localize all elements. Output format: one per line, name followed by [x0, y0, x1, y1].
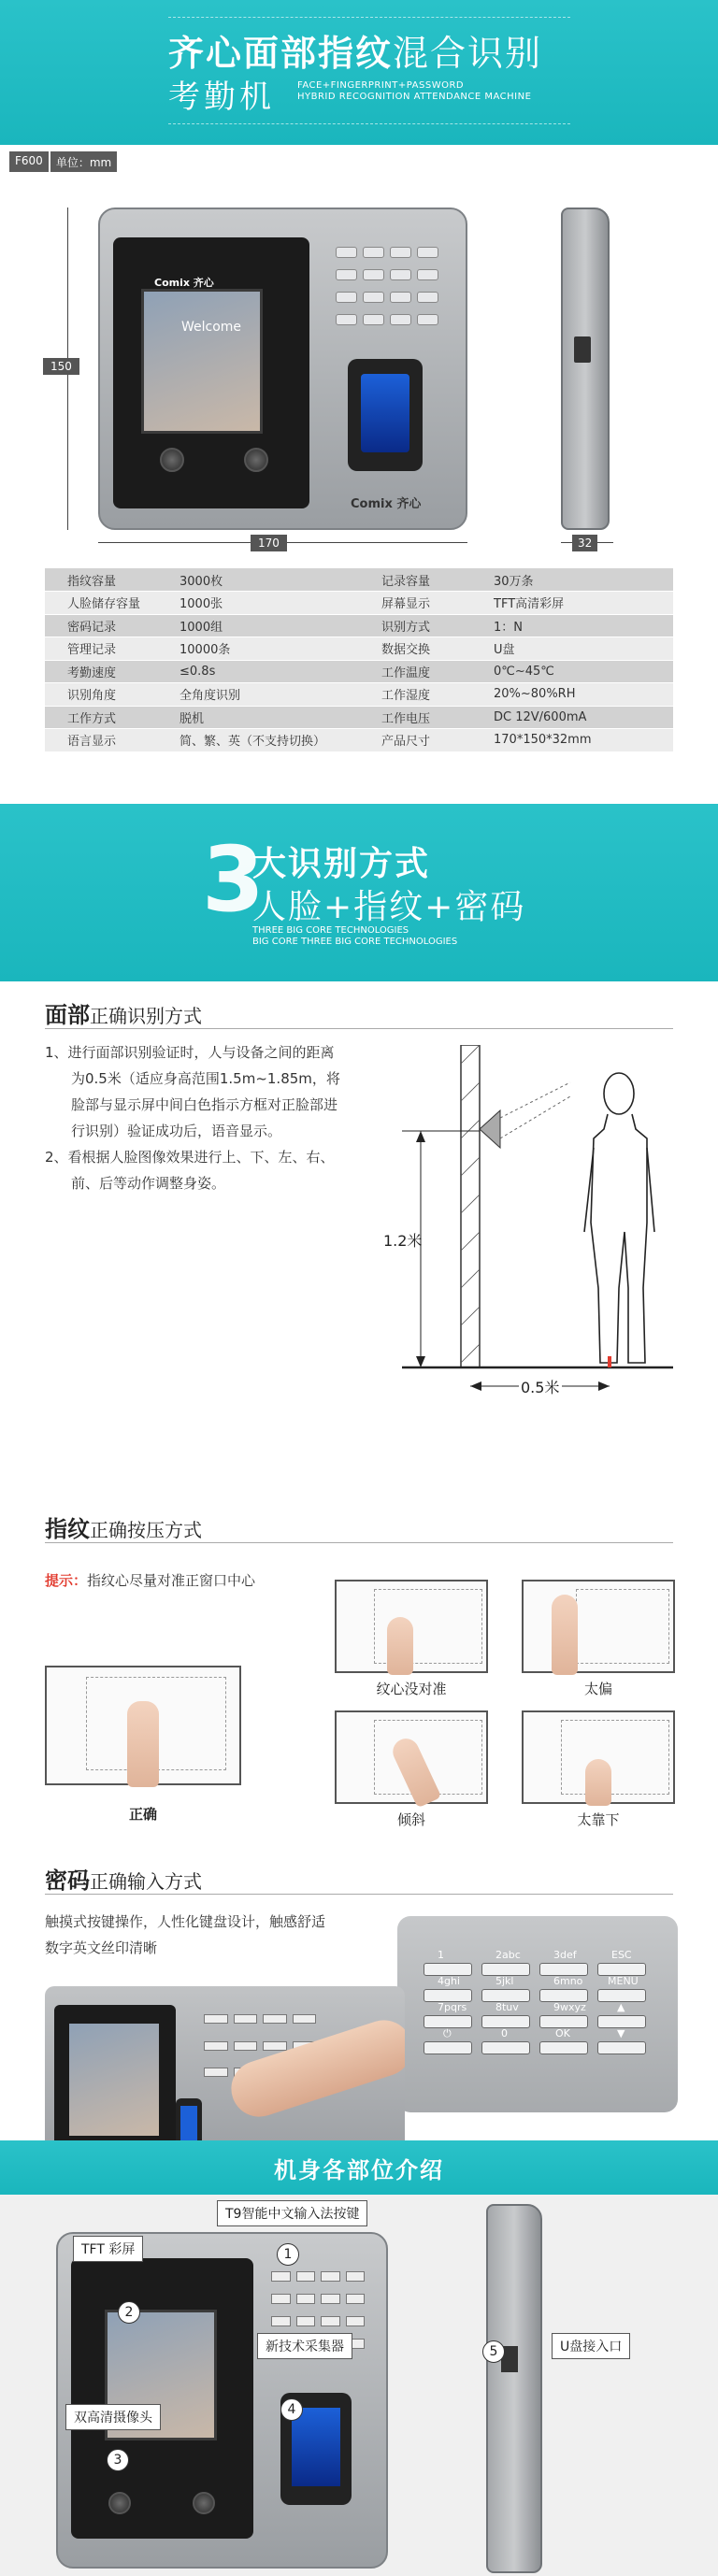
welcome-text: Welcome	[181, 320, 242, 335]
table-row: 识别角度 全角度识别 工作湿度 20%~80%RH	[45, 683, 673, 707]
hero-banner	[0, 0, 718, 145]
device-front-view	[98, 208, 467, 530]
screen-brand: Comix 齐心	[154, 277, 214, 289]
table-row: 指纹容量 3000枚 记录容量 30万条	[45, 568, 673, 592]
key-up: ▲	[597, 2015, 646, 2028]
password-heading-rule	[45, 1894, 673, 1895]
caption-tilted: 倾斜	[396, 1811, 425, 1828]
height-dimension-label: 150	[43, 358, 79, 375]
key-0: 0	[481, 2041, 530, 2054]
keypad-hand-photo	[45, 1986, 405, 2150]
face-distance-diagram	[383, 1045, 682, 1410]
banner-line2: 人脸+指纹+密码	[252, 888, 526, 926]
key-9: 9wxyz	[539, 2015, 588, 2028]
table-row: 人脸储存容量 1000张 屏幕显示 TFT高清彩屏	[45, 592, 673, 615]
parts-device-front	[56, 2232, 388, 2569]
lcd-screen	[141, 289, 263, 434]
fingerprint-tip: 提示：指纹心尽量对准正窗口中心	[45, 1572, 256, 1589]
hero-title: 齐心面部指纹混合识别	[168, 33, 543, 74]
keypad-closeup	[397, 1916, 678, 2112]
parts-title: 机身各部位介绍	[274, 2156, 444, 2183]
caption-too-offset: 太偏	[583, 1681, 612, 1697]
marker-3: 3	[107, 2449, 129, 2471]
key-menu: MENU	[597, 1989, 646, 2002]
model-bar	[9, 151, 119, 172]
table-row: 密码记录 1000组 识别方式 1：N	[45, 614, 673, 637]
camera-left-icon	[160, 448, 184, 472]
device-on-wall	[480, 1110, 500, 1148]
depth-dimension-label: 32	[572, 535, 597, 551]
fingerprint-heading: 指纹正确按压方式	[45, 1516, 202, 1542]
callout-keypad: T9智能中文输入法按键	[217, 2200, 367, 2226]
face-heading-rule	[45, 1028, 673, 1029]
device-side-view	[561, 208, 610, 530]
person-silhouette	[584, 1073, 654, 1363]
key-3: 3def	[539, 1963, 588, 1976]
model-label: F600	[9, 151, 49, 172]
unit-label: 单位：mm	[50, 151, 117, 172]
key-down: ▼	[597, 2041, 646, 2054]
fingerprint-heading-rule	[45, 1542, 673, 1543]
table-row: 管理记录 10000条 数据交换 U盘	[45, 637, 673, 661]
screen-frame	[113, 237, 309, 508]
view-ray-bottom	[500, 1096, 570, 1138]
device-logo: Comix 齐心	[351, 497, 422, 511]
key-8: 8tuv	[481, 2015, 530, 2028]
camera-right-icon	[244, 448, 268, 472]
marker-1: 1	[277, 2243, 299, 2266]
key-4: 4ghi	[424, 1989, 472, 2002]
face-instructions: 1、进行面部识别验证时，人与设备之间的距离 为0.5米（适应身高范围1.5m~1.85m，将 脸部与显示屏中间白色指示方框对正脸部进 行识别）验证成功后，语音显示。 2、看根据人脸图像效果进行上、下、左、右、 前、后等动作调整身姿。	[45, 1044, 340, 1192]
fingerprint-too-offset-image	[522, 1580, 675, 1673]
keypad	[336, 247, 438, 331]
key-6: 6mno	[539, 1989, 588, 2002]
wall	[461, 1045, 480, 1367]
banner-line1: 大识别方式	[252, 845, 431, 883]
three-methods-banner	[0, 804, 718, 981]
key-1: 1	[424, 1963, 472, 1976]
fingerprint-sensor	[348, 359, 423, 471]
callout-tft-screen: TFT 彩屏	[73, 2236, 143, 2262]
password-description: 触摸式按键操作，人性化键盘设计，触感舒适 数字英文丝印清晰	[45, 1913, 326, 1956]
password-heading: 密码正确输入方式	[45, 1868, 202, 1894]
hero-subtitle: 考勤机	[168, 79, 275, 116]
callout-cameras: 双高清摄像头	[65, 2404, 161, 2430]
fingerprint-too-low-image	[522, 1710, 675, 1804]
caption-correct: 正确	[128, 1806, 157, 1823]
marker-4: 4	[280, 2398, 303, 2421]
callout-usb: U盘接入口	[552, 2333, 630, 2359]
usb-port-icon	[574, 336, 591, 363]
key-2: 2abc	[481, 1963, 530, 1976]
fingerprint-tilted-image	[335, 1710, 488, 1804]
parts-title-bar	[0, 2140, 718, 2195]
key-5: 5jkl	[481, 1989, 530, 2002]
stand-marker	[608, 1356, 611, 1367]
key-ok: OK	[539, 2041, 588, 2054]
big-number: 3	[202, 827, 265, 932]
table-row: 考勤速度 ≤0.8s 工作温度 0℃~45℃	[45, 660, 673, 683]
banner-english-caption: THREE BIG CORE TECHNOLOGIES BIG CORE THREE BIG CORE TECHNOLOGIES	[252, 925, 458, 947]
key-7: 7pqrs	[424, 2015, 472, 2028]
hero-bottom-divider	[168, 123, 570, 124]
width-dimension-label: 170	[251, 535, 287, 551]
caption-too-low: 太靠下	[577, 1811, 620, 1828]
fingerprint-center-misaligned-image	[335, 1580, 488, 1673]
caption-center-misaligned: 纹心没对准	[376, 1681, 447, 1697]
height-label: 1.2米	[383, 1232, 423, 1250]
wall-hatching	[461, 1045, 480, 1363]
parts-device-side	[486, 2204, 542, 2573]
fingerprint-correct-image	[45, 1666, 241, 1785]
key-esc: ESC	[597, 1963, 646, 1976]
callout-sensor: 新技术采集器	[257, 2333, 352, 2359]
spec-table	[45, 568, 673, 752]
distance-label: 0.5米	[521, 1379, 560, 1396]
view-ray-top	[500, 1082, 570, 1118]
parts-diagram	[0, 2195, 718, 2576]
hero-english-caption: FACE+FINGERPRINT+PASSWORD HYBRID RECOGNITION ATTENDANCE MACHINE	[297, 80, 532, 102]
table-row: 语言显示 简、繁、英（不支持切换） 产品尺寸 170*150*32mm	[45, 729, 673, 752]
face-heading: 面部正确识别方式	[45, 1002, 202, 1028]
table-row: 工作方式 脱机 工作电压 DC 12V/600mA	[45, 706, 673, 729]
marker-2: 2	[118, 2301, 140, 2324]
keypad-grid	[424, 1949, 646, 2054]
marker-5: 5	[482, 2340, 505, 2363]
hero-top-divider	[168, 17, 570, 18]
key-power: ⏻	[424, 2041, 472, 2054]
